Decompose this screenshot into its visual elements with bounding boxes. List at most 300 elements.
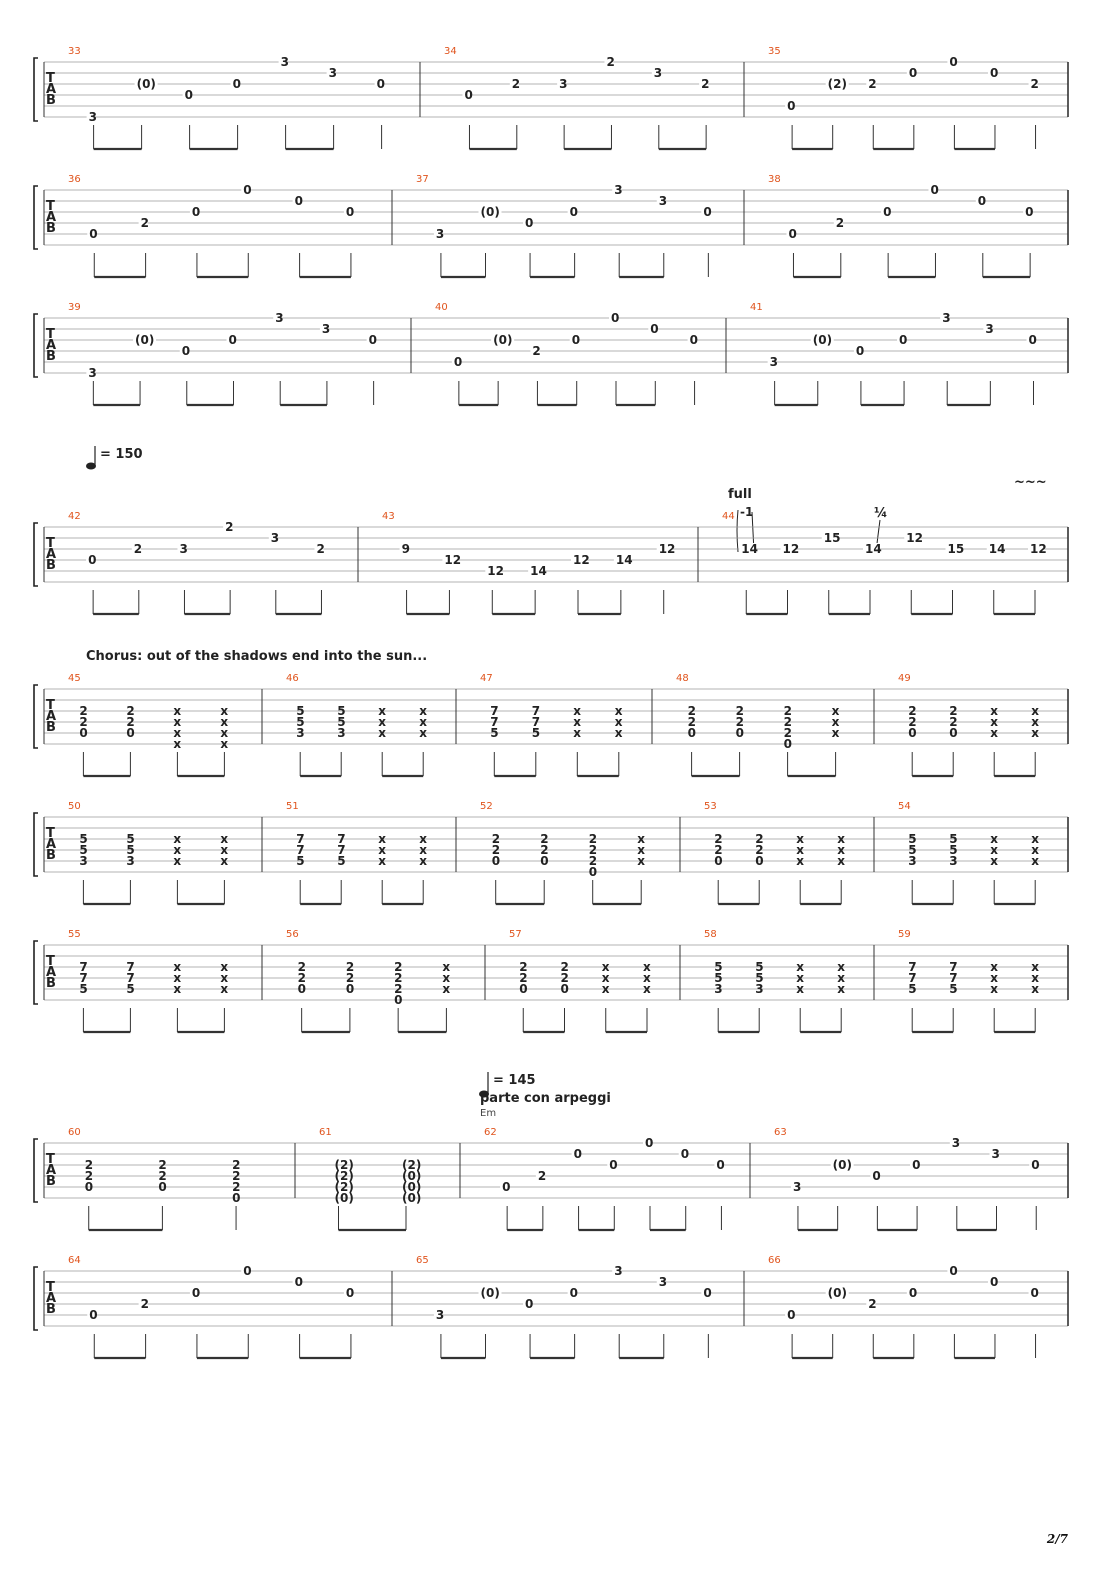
measure [68, 1255, 354, 1358]
page-number: 2/7 [1046, 1532, 1068, 1546]
tab-clef-letter: A [46, 1163, 57, 1179]
fret-number: 2 [687, 704, 696, 718]
fret-number: 2 [714, 843, 723, 857]
measure [68, 511, 325, 614]
fret-number: 5 [714, 960, 723, 974]
fret-number: 2 [687, 715, 696, 729]
fret-number: 5 [126, 832, 135, 846]
fret-number: 3 [435, 1308, 445, 1322]
fret-number: 0 [88, 553, 97, 567]
fret-number: 0 [989, 66, 999, 80]
fret-number: 2 [126, 715, 135, 729]
fret-number: 9 [401, 542, 410, 556]
fret-number: 7 [79, 960, 88, 974]
fret-number: 5 [296, 704, 305, 718]
fret-number: x [831, 726, 840, 740]
fret-number: 3 [985, 322, 994, 336]
measure [704, 929, 845, 1032]
fret-number: 0 [345, 1286, 355, 1300]
fret-number: 3 [275, 311, 284, 325]
fret-number: 0 [680, 1147, 690, 1161]
fret-number: (0) [832, 1158, 852, 1172]
fret-number: x [796, 854, 804, 868]
fret-number: 0 [787, 1308, 796, 1322]
measure [68, 801, 228, 904]
fret-number: 3 [88, 110, 97, 124]
measure-number: 36 [68, 174, 81, 185]
fret-number: 0 [345, 982, 355, 996]
fret-number: 5 [755, 960, 764, 974]
fret-number: 0 [184, 88, 193, 102]
fret-number: (2) [827, 77, 848, 91]
fret-number: 0 [560, 982, 569, 996]
tab-system [34, 1127, 1068, 1230]
fret-number: 2 [949, 715, 958, 729]
fret-number: 2 [588, 854, 598, 868]
bend-release-label: -1 [740, 505, 754, 519]
measure-number: 40 [435, 302, 448, 313]
fret-number: x [573, 704, 582, 718]
fret-number: 0 [394, 993, 403, 1007]
measure-number: 60 [68, 1127, 81, 1138]
fret-number: 3 [658, 194, 668, 208]
fret-number: 2 [949, 704, 958, 718]
fret-number: 2 [606, 55, 615, 69]
fret-number: x [796, 832, 804, 846]
fret-number: 0 [525, 1297, 534, 1311]
fret-number: 5 [908, 832, 917, 846]
fret-number: 0 [949, 726, 958, 740]
fret-number: 0 [783, 737, 792, 751]
fret-number: 0 [228, 333, 237, 347]
fret-number: 2 [701, 77, 710, 91]
fret-number: 0 [569, 1286, 578, 1300]
fret-number: 7 [908, 971, 917, 985]
fret-number: 0 [1030, 1286, 1039, 1300]
fret-number: (2) [334, 1158, 354, 1172]
fret-number: x [173, 715, 182, 729]
fret-number: x [1031, 832, 1039, 846]
fret-number: 2 [540, 843, 549, 857]
fret-number: 2 [783, 715, 792, 729]
measure-number: 51 [286, 801, 299, 812]
fret-number: 14 [741, 542, 758, 556]
fret-number: x [643, 960, 651, 974]
fret-number: 2 [79, 704, 88, 718]
fret-number: 0 [588, 865, 598, 879]
measure [68, 302, 377, 405]
fret-number: 5 [755, 971, 764, 985]
fret-number: (0) [480, 1286, 500, 1300]
measure [750, 302, 1037, 405]
fret-number: (0) [135, 333, 155, 347]
fret-number: 0 [735, 726, 744, 740]
measure [319, 1127, 421, 1230]
fret-number: 0 [949, 55, 958, 69]
fret-number: x [378, 715, 386, 729]
measure [68, 673, 228, 776]
fret-number: x [378, 843, 386, 857]
fret-number: x [614, 726, 623, 740]
measure-number: 56 [286, 929, 299, 940]
fret-number: 2 [908, 715, 917, 729]
tab-system [34, 302, 1068, 405]
fret-number: 5 [949, 843, 958, 857]
fret-number: x [419, 843, 427, 857]
measure-number: 52 [480, 801, 493, 812]
fret-number: 7 [949, 960, 958, 974]
fret-number: x [990, 843, 998, 857]
fret-number: x [1031, 843, 1039, 857]
fret-number: 5 [126, 982, 135, 996]
fret-number: x [220, 843, 229, 857]
fret-number: x [990, 960, 998, 974]
fret-number: 3 [792, 1180, 802, 1194]
fret-number: x [796, 982, 804, 996]
fret-number: x [419, 726, 427, 740]
fret-number: 2 [868, 77, 877, 91]
fret-number: x [220, 854, 229, 868]
fret-number: 5 [296, 715, 305, 729]
fret-number: (0) [812, 333, 833, 347]
fret-number: 15 [947, 542, 965, 556]
fret-number: (0) [402, 1180, 422, 1194]
measure [68, 46, 385, 149]
measure [416, 1255, 712, 1358]
fret-number: 2 [84, 1158, 94, 1172]
measure-number: 41 [750, 302, 763, 313]
fret-number: x [573, 726, 582, 740]
measure [382, 511, 675, 614]
fret-number: x [573, 715, 582, 729]
fret-number: 0 [703, 1286, 712, 1300]
fret-number: x [173, 704, 182, 718]
fret-number: (0) [402, 1169, 422, 1183]
fret-number: x [990, 982, 998, 996]
tempo-150-text: = 150 [100, 447, 143, 462]
fret-number: 5 [714, 971, 723, 985]
fret-number: x [601, 982, 610, 996]
fret-number: 0 [949, 1264, 958, 1278]
fret-number: 0 [855, 344, 865, 358]
fret-number: 2 [537, 1169, 547, 1183]
fret-number: 2 [79, 715, 88, 729]
fret-number: x [173, 832, 182, 846]
fret-number: 7 [296, 832, 305, 846]
fret-number: 3 [614, 183, 623, 197]
fret-number: 2 [735, 715, 744, 729]
fret-number: x [643, 982, 651, 996]
fret-number: 0 [908, 66, 918, 80]
fret-number: x [1031, 715, 1039, 729]
measure-number: 58 [704, 929, 717, 940]
measure-number: 44 [722, 511, 735, 522]
fret-number: 0 [181, 344, 191, 358]
fret-number: 5 [490, 726, 499, 740]
tab-clef-letter: B [46, 720, 56, 736]
fret-number: x [378, 832, 386, 846]
fret-number: 0 [569, 205, 578, 219]
fret-number: 2 [540, 832, 549, 846]
fret-number: 2 [908, 704, 917, 718]
fret-number: 2 [297, 960, 307, 974]
system-bracket [34, 685, 38, 748]
fret-number: x [442, 971, 451, 985]
measure [898, 929, 1039, 1032]
measure [286, 801, 427, 904]
tab-clef-letter: B [46, 558, 56, 574]
fret-number: 3 [949, 854, 958, 868]
fret-number: 12 [782, 542, 800, 556]
measure-number: 57 [509, 929, 522, 940]
measure [898, 801, 1039, 904]
tab-clef-letter: B [46, 93, 56, 109]
fret-number: 7 [908, 960, 917, 974]
fret-number: 2 [84, 1169, 94, 1183]
fret-number: (2) [334, 1169, 354, 1183]
fret-number: 0 [716, 1158, 725, 1172]
fret-number: 0 [1031, 1158, 1040, 1172]
chorus-annotation: Chorus: out of the shadows end into the sun... [86, 649, 428, 664]
system-bracket [34, 1139, 38, 1202]
measure [286, 929, 450, 1032]
fret-number: 2 [232, 1169, 241, 1183]
fret-number: 2 [158, 1158, 167, 1172]
fret-number: x [837, 832, 845, 846]
fret-number: 3 [714, 982, 723, 996]
measure-number: 35 [768, 46, 781, 57]
fret-number: 3 [88, 366, 97, 380]
measure [676, 673, 840, 776]
fret-number: 2 [755, 832, 764, 846]
chord-name-em: Em [480, 1108, 497, 1119]
fret-number: x [220, 726, 229, 740]
fret-number: 0 [491, 854, 501, 868]
fret-number: 0 [714, 854, 723, 868]
fret-number: 0 [345, 205, 355, 219]
fret-number: 12 [1030, 542, 1047, 556]
measure [774, 1127, 1040, 1230]
measure-number: 54 [898, 801, 911, 812]
tempo-marking-145 [479, 1072, 611, 1119]
fret-number: 0 [464, 88, 473, 102]
fret-number: 0 [232, 1191, 241, 1205]
fret-number: 2 [511, 77, 521, 91]
tab-clef-letter: T [46, 954, 55, 970]
fret-number: (0) [480, 205, 500, 219]
fret-number: 7 [296, 843, 305, 857]
fret-number: 3 [658, 1275, 668, 1289]
fret-number: 2 [532, 344, 541, 358]
fret-number: (0) [402, 1191, 422, 1205]
fret-number: 2 [783, 726, 792, 740]
fret-number: 2 [783, 704, 792, 718]
fret-number: x [419, 832, 427, 846]
fret-number: 2 [588, 832, 598, 846]
tab-system [34, 511, 1068, 614]
system-bracket [34, 523, 38, 586]
fret-number: 2 [345, 960, 355, 974]
fret-number: 3 [614, 1264, 623, 1278]
measure-number: 39 [68, 302, 81, 313]
fret-number: 2 [714, 832, 723, 846]
fret-number: (0) [334, 1191, 354, 1205]
fret-number: 3 [321, 322, 331, 336]
fret-number: x [173, 982, 182, 996]
fret-number: x [990, 715, 998, 729]
fret-number: 0 [787, 99, 796, 113]
fret-number: 0 [687, 726, 696, 740]
fret-number: 12 [906, 531, 923, 545]
fret-number: 7 [949, 971, 958, 985]
fret-number: 0 [243, 1264, 252, 1278]
tempo-145-text: = 145 [493, 1073, 536, 1088]
fret-number: 0 [126, 726, 135, 740]
fret-number: 3 [270, 531, 280, 545]
fret-number: x [220, 982, 229, 996]
fret-number: 3 [951, 1136, 961, 1150]
fret-number: x [378, 854, 386, 868]
fret-number: x [601, 971, 610, 985]
fret-number: 2 [345, 971, 355, 985]
measure-number: 42 [68, 511, 81, 522]
tab-system [34, 929, 1068, 1032]
fret-number: 2 [868, 1297, 877, 1311]
system-bracket [34, 314, 38, 377]
measure [768, 46, 1039, 149]
measure [722, 511, 1047, 614]
fret-number: 0 [703, 205, 712, 219]
measure [768, 174, 1033, 277]
fret-number: 2 [394, 960, 403, 974]
measure-number: 45 [68, 673, 81, 684]
tab-clef-letter: T [46, 199, 55, 215]
fret-number: 2 [491, 843, 501, 857]
fret-number: 7 [531, 715, 541, 729]
measure-number: 48 [676, 673, 689, 684]
tab-system [34, 46, 1068, 149]
tab-clef-letter: A [46, 547, 57, 563]
fret-number: x [637, 832, 645, 846]
fret-number: x [220, 832, 229, 846]
fret-number: 0 [908, 1286, 918, 1300]
tab-clef-letter: T [46, 71, 55, 87]
fret-number: 0 [908, 726, 917, 740]
fret-number: 0 [191, 205, 201, 219]
fret-number: x [837, 960, 845, 974]
measure [480, 673, 623, 776]
fret-number: x [831, 704, 840, 718]
fret-number: (0) [136, 77, 156, 91]
measure [286, 673, 427, 776]
fret-number: 0 [883, 205, 892, 219]
measure [416, 174, 712, 277]
fret-number: 0 [899, 333, 908, 347]
tab-clef-letter: T [46, 826, 55, 842]
fret-number: 0 [232, 77, 241, 91]
fret-number: 2 [232, 1158, 241, 1172]
measure-number: 47 [480, 673, 493, 684]
tab-clef-letter: B [46, 349, 56, 365]
fret-number: x [796, 971, 804, 985]
bend-arrow-icon [737, 510, 738, 552]
fret-number: 2 [519, 971, 528, 985]
fret-number: x [1031, 960, 1039, 974]
bend-marking [728, 475, 1047, 552]
fret-number: 0 [294, 1275, 303, 1289]
bend-quarter-label: ¼ [874, 506, 888, 521]
fret-number: x [173, 960, 182, 974]
fret-number: 3 [328, 66, 337, 80]
fret-number: 2 [519, 960, 528, 974]
fret-number: 0 [376, 77, 385, 91]
measure [444, 46, 709, 149]
fret-number: 7 [490, 704, 499, 718]
fret-number: 7 [337, 843, 346, 857]
fret-number: x [220, 704, 229, 718]
fret-number: 0 [243, 183, 252, 197]
fret-number: x [637, 843, 645, 857]
fret-number: 2 [394, 971, 403, 985]
measure [484, 1127, 725, 1230]
measure-number: 50 [68, 801, 81, 812]
fret-number: 5 [79, 843, 88, 857]
fret-number: 5 [296, 854, 305, 868]
fret-number: 2 [126, 704, 135, 718]
tab-clef-letter: B [46, 1302, 56, 1318]
tab-clef-letter: B [46, 221, 56, 237]
fret-number: 3 [942, 311, 951, 325]
fret-number: 0 [1028, 333, 1037, 347]
measure [704, 801, 845, 904]
tab-clef-letter: T [46, 698, 55, 714]
fret-number: 2 [158, 1169, 167, 1183]
fret-number: x [1031, 982, 1039, 996]
fret-number: 0 [989, 1275, 999, 1289]
measure-number: 63 [774, 1127, 787, 1138]
tab-clef-letter: T [46, 327, 55, 343]
fret-number: 2 [560, 971, 569, 985]
measure-number: 33 [68, 46, 81, 57]
fret-number: x [1031, 854, 1039, 868]
fret-number: 5 [337, 854, 346, 868]
fret-number: 0 [650, 322, 659, 336]
fret-number: 14 [865, 542, 882, 556]
fret-number: 0 [89, 1308, 98, 1322]
fret-number: 7 [531, 704, 541, 718]
fret-number: 0 [84, 1180, 94, 1194]
fret-number: x [637, 854, 645, 868]
fret-number: x [601, 960, 610, 974]
tab-clef-letter: A [46, 965, 57, 981]
measure [68, 929, 228, 1032]
fret-number: 0 [977, 194, 987, 208]
vibrato-mark: ~~~ [1014, 475, 1047, 490]
fret-number: 0 [191, 1286, 201, 1300]
fret-number: 2 [588, 843, 598, 857]
fret-number: 0 [502, 1180, 511, 1194]
fret-number: x [419, 704, 427, 718]
fret-number: 0 [519, 982, 528, 996]
fret-number: x [990, 726, 998, 740]
fret-number: 2 [560, 960, 569, 974]
fret-number: x [990, 854, 998, 868]
measure [768, 1255, 1039, 1358]
measure-number: 53 [704, 801, 717, 812]
fret-number: 0 [1025, 205, 1034, 219]
fret-number: x [1031, 726, 1039, 740]
fret-number: 7 [126, 971, 135, 985]
